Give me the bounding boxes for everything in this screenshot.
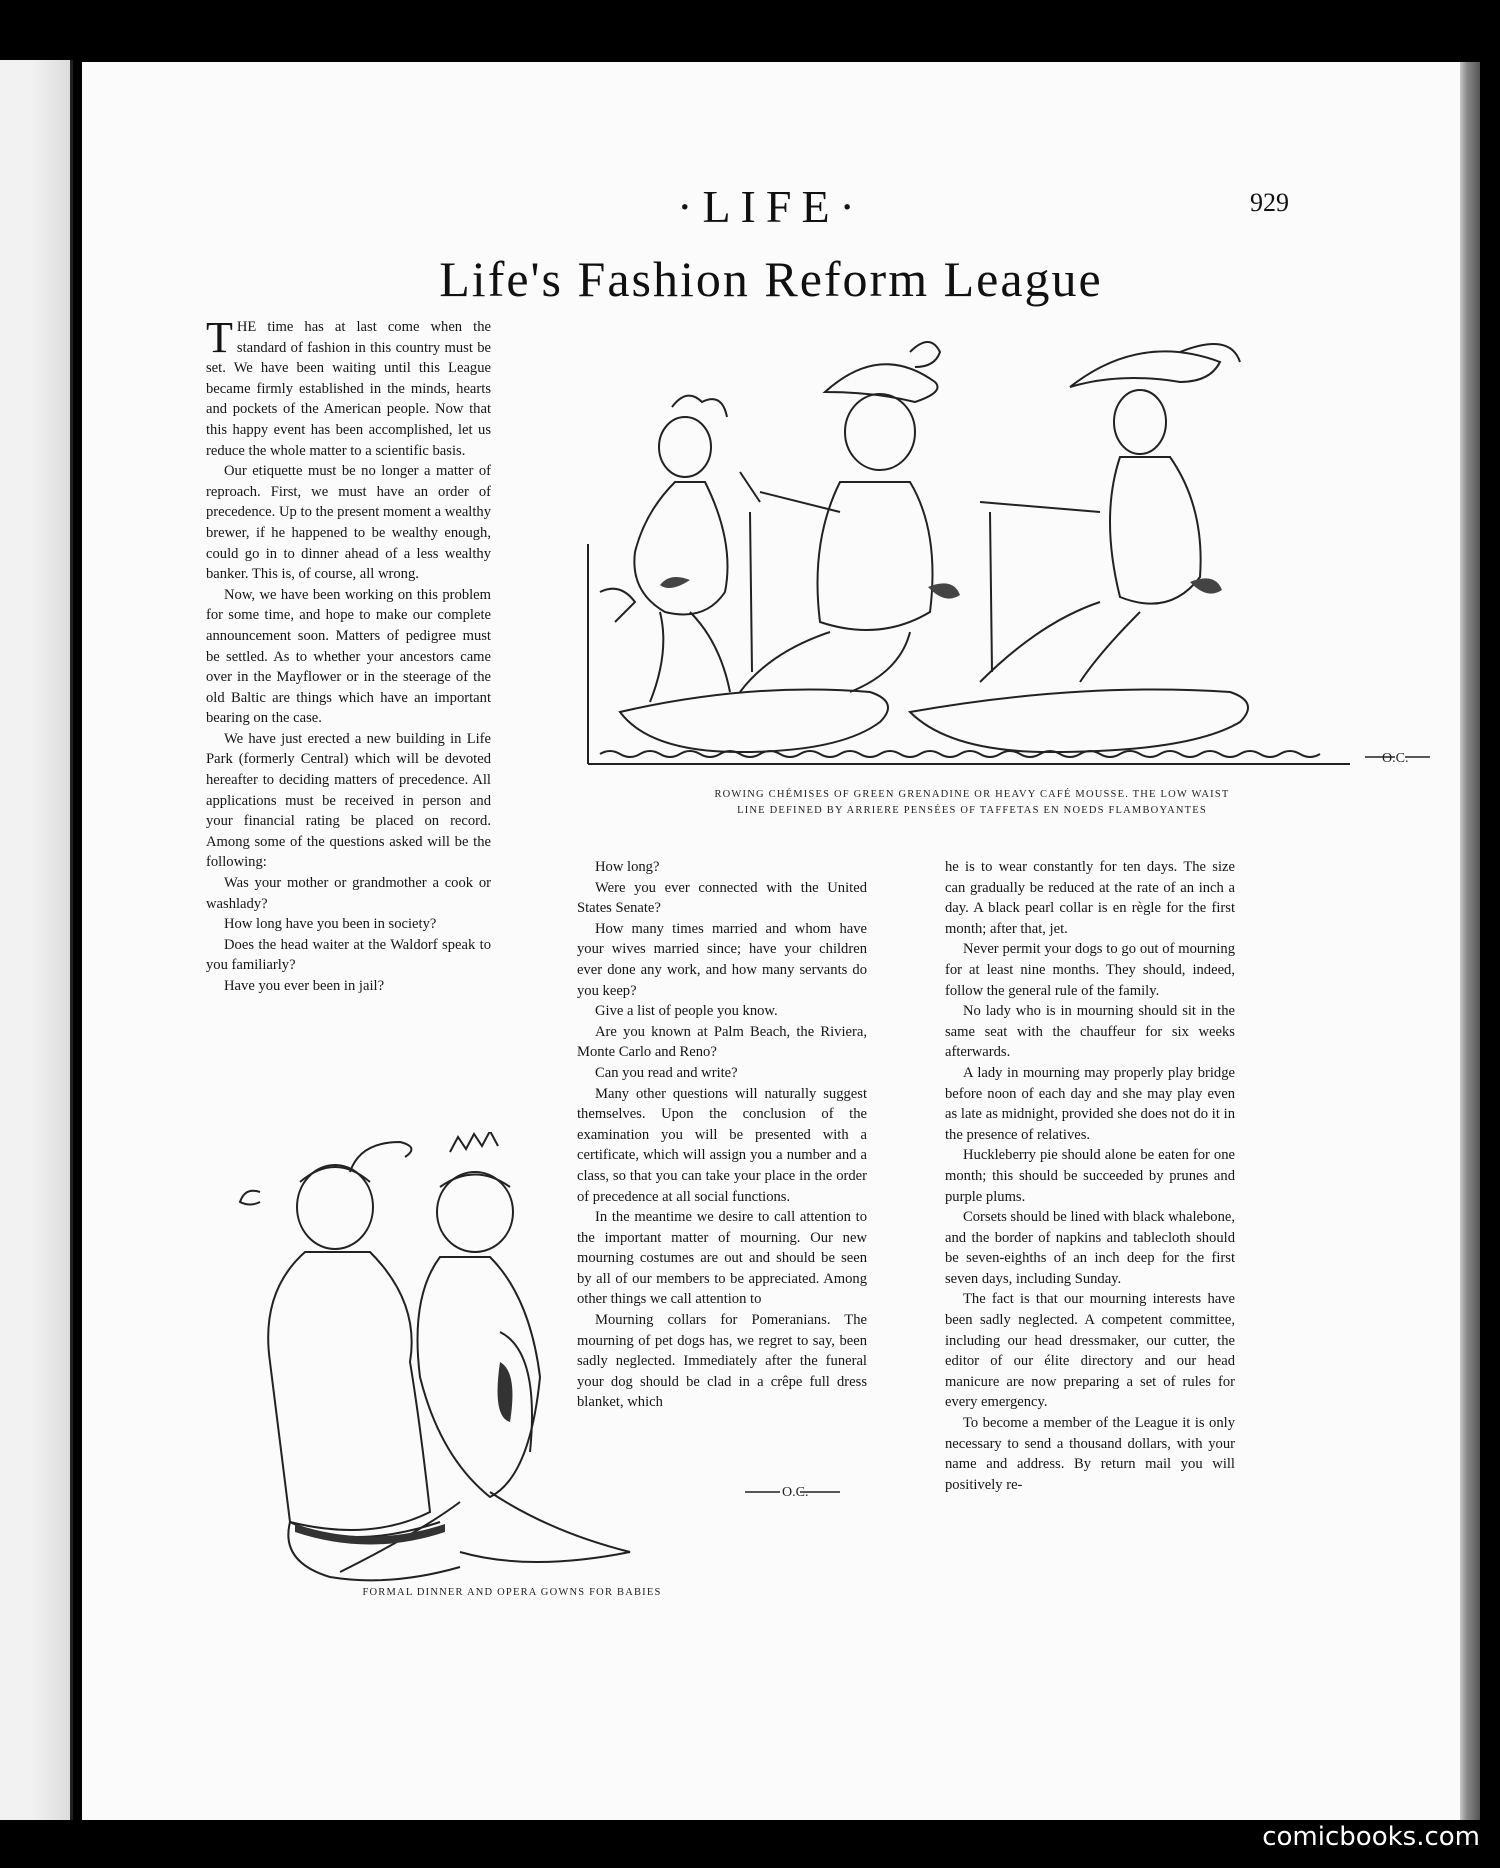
paragraph: Can you read and write?: [595, 1064, 738, 1081]
paragraph: THE time has at last come when the standard of fashion in this country must be set. We have been waiting until this League became firmly established in the minds, hearts and pockets of the American people. Now that this happy event has been accomplished, let us reduce the whole matter to a scientific basis.: [206, 313, 491, 459]
paragraph: No lady who is in mourning should sit in the same seat with the chauffeur for six weeks afterwards.: [945, 1003, 1235, 1061]
paragraph: Were you ever connected with the United States Senate?: [577, 879, 867, 917]
paragraph: he is to wear constantly for ten days. The size can gradually be reduced at the rate of an inch a day. A black pearl collar is en règle for the first month; after that, jet.: [945, 859, 1235, 937]
watermark: comicbooks.com: [1262, 1822, 1480, 1852]
facing-page-edge: [0, 60, 73, 1820]
paragraph: Does the head waiter at the Waldorf speak to you familiarly?: [206, 936, 491, 974]
rowing-women-illustration: [580, 312, 1434, 832]
paragraph: A lady in mourning may properly play bridge before noon of each day and she may play even as late as midnight, provided she does not do it in the presence of relatives.: [945, 1064, 1235, 1143]
page-number: 929: [1250, 188, 1289, 217]
babies-gowns-illustration: [200, 1132, 840, 1612]
artist-signature-bottom: O.C.: [782, 1485, 809, 1500]
drop-cap: T: [206, 313, 233, 362]
artist-signature-top: O.C.: [1382, 751, 1409, 766]
top-illustration-caption: [562, 789, 1382, 816]
paragraph: Have you ever been in jail?: [224, 978, 385, 994]
caption-line-2: LINE DEFINED BY ARRIERE PENSÉES OF TAFFETAS EN NOEDS FLAMBOYANTES: [737, 805, 1207, 816]
paragraph: Are you known at Palm Beach, the Riviera, Monte Carlo and Reno?: [577, 1023, 867, 1061]
article-headline: Life's Fashion Reform League: [439, 251, 1103, 307]
paragraph: Mourning collars for Pomeranians. The mourning of pet dogs has, we regret to say, been sadly neglected. Immediately after the funeral your dog should be clad in a crêpe full dress blanket, which: [577, 1312, 867, 1411]
paragraph: We have just erected a new building in Life Park (formerly Central) which will be devoted hereafter to deciding matters of precedence. All applications must be received in person and your financial rating be placed on record. Among some of the questions asked will be the following:: [206, 730, 491, 871]
article-column-3: [945, 857, 1235, 1495]
caption-line-1: ROWING CHÉMISES OF GREEN GRENADINE OR HEAVY CAFÉ MOUSSE. THE LOW WAIST: [714, 789, 1230, 800]
paragraph: Corsets should be lined with black whalebone, and the border of napkins and tablecloth should be seven-eighths of an inch deep for the first seven days, including Sunday.: [945, 1209, 1235, 1287]
paragraph: Huckleberry pie should alone be eaten for one month; this should be succeeded by prunes and purple plums.: [945, 1147, 1235, 1205]
magazine-page: [82, 62, 1460, 1820]
paragraph: In the meantime we desire to call attention to the important matter of mourning. Our new mourning costumes are out and should be seen by all of our members to be appreciated. Among other things we call attention to: [577, 1209, 867, 1308]
paragraph: How many times married and whom have your wives married since; have your children ever done any work, and how many servants do you keep?: [577, 920, 867, 999]
paragraph: Give a list of people you know.: [595, 1003, 778, 1020]
paragraph: How long?: [595, 859, 660, 875]
paragraph: How long have you been in society?: [224, 916, 437, 933]
paragraph: The fact is that our mourning interests have been sadly neglected. A competent committee, including our head dressmaker, our cutter, the editor of our élite directory and our head manicure are now preparing a set of rules for every emergency.: [945, 1291, 1235, 1411]
article-column-1: [206, 313, 491, 997]
paragraph: Was your mother or grandmother a cook or washlady?: [206, 875, 491, 912]
masthead: ·LIFE·: [677, 181, 865, 232]
page-binding-edge: [1458, 62, 1480, 1820]
bottom-illustration-caption: FORMAL DINNER AND OPERA GOWNS FOR BABIES: [362, 1587, 662, 1598]
paragraph: Never permit your dogs to go out of mourning for at least nine months. They should, indeed, follow the general rule of the family.: [945, 941, 1235, 999]
paragraph: Now, we have been working on this problem for some time, and hope to make our complete announcement soon. Matters of pedigree must be settled. As to whether your ancestors came over in the Mayflower or in the steerage of the old Baltic are things which have an important bearing on the case.: [206, 586, 491, 727]
paragraph: Our etiquette must be no longer a matter of reproach. First, we must have an order of precedence. Up to the present moment a wealthy brewer, if he happened to be wealthy enough, could go in to dinner ahead of a less wealthy banker. This is, of course, all wrong.: [206, 463, 491, 583]
paragraph: Many other questions will naturally suggest themselves. Upon the conclusion of the examination you will be presented with a certificate, which will assign you a number and a class, so that you can take your place in the order of precedence at all social functions.: [577, 1085, 867, 1205]
paragraph: To become a member of the League it is only necessary to send a thousand dollars, with your name and address. By return mail you will positively re-: [945, 1415, 1235, 1493]
